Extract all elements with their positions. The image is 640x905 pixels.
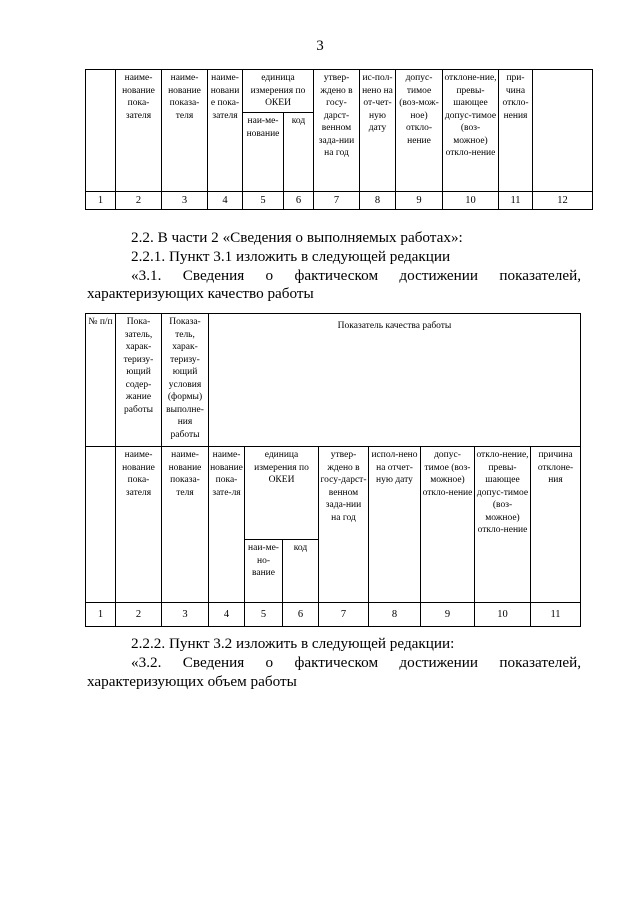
t1-header-unit: единица измерения по ОКЕИ <box>243 70 314 113</box>
t1-num-cell: 4 <box>208 192 243 210</box>
t2-num-cell: 10 <box>475 603 531 627</box>
t2-num-cell: 11 <box>531 603 581 627</box>
t2-num-cell: 8 <box>369 603 421 627</box>
t1-header-last <box>533 70 593 192</box>
t2-header-quality-group: Показатель качества работы <box>209 314 581 447</box>
t1-num-cell: 12 <box>533 192 593 210</box>
t2-header-conditions: Показа-тель, харак-теризу-ющий условия (формы) выполне-ния работы <box>162 314 209 447</box>
table-continuation <box>85 69 593 210</box>
t2-num-cell: 4 <box>209 603 245 627</box>
paragraph-2-2: 2.2. В части 2 «Сведения о выполняемых работах»: <box>131 229 463 246</box>
t2-sub-allowed: допус-тимое (воз-можное) откло-нение <box>421 447 475 603</box>
t2-num-cell: 1 <box>86 603 116 627</box>
t1-num-cell: 10 <box>443 192 499 210</box>
t2-sub-approved: утвер-ждено в госу-дарст-венном зада-нии на год <box>319 447 369 603</box>
t1-num-cell: 8 <box>360 192 396 210</box>
t1-num-cell: 7 <box>314 192 360 210</box>
t2-sub-exceeding: откло-нение, превы-шающее допус-тимое (воз-можное) откло-нение <box>475 447 531 603</box>
t2-header-number: № п/п <box>86 314 116 447</box>
t1-header-allowed: допус-тимое (воз-мож-ное) откло-нение <box>396 70 443 192</box>
t1-header-content-name: наиме-нование пока-зателя <box>116 70 162 192</box>
t2-sub-quality-name: наиме-нование пока-зате-ля <box>209 447 245 603</box>
t1-num-cell: 2 <box>116 192 162 210</box>
t1-header-indicator-name: наиме-нование пока-зателя <box>208 70 243 192</box>
t2-num-cell: 9 <box>421 603 475 627</box>
page-number: 3 <box>316 38 324 54</box>
t2-num-cell: 5 <box>245 603 283 627</box>
t1-num-cell: 1 <box>86 192 116 210</box>
t2-num-cell: 7 <box>319 603 369 627</box>
paragraph-3-1-line1: «3.1. Сведения о фактическом достижении показателей, <box>131 267 581 284</box>
t1-num-cell: 3 <box>162 192 208 210</box>
t2-num-cell: 3 <box>162 603 209 627</box>
t1-header-approved: утвер-ждено в госу-дарст-венном зада-нии на год <box>314 70 360 192</box>
paragraph-2-2-1: 2.2.1. Пункт 3.1 изложить в следующей редакции <box>131 248 451 265</box>
t2-num-cell: 6 <box>283 603 319 627</box>
paragraph-3-1-line2: характеризующих качество работы <box>87 285 314 302</box>
t2-sub-empty <box>86 447 116 603</box>
t1-unit-name: наи-ме-нование <box>243 113 284 192</box>
paragraph-2-2-2: 2.2.2. Пункт 3.2 изложить в следующей редакции: <box>131 635 455 652</box>
t2-sub-reason: причина отклоне-ния <box>531 447 581 603</box>
t1-num-cell: 6 <box>284 192 314 210</box>
t1-header-reason: при-чина откло-нения <box>499 70 533 192</box>
t1-header-content-name-2: наиме-нование показа-теля <box>162 70 208 192</box>
t2-unit-name: наи-ме-но-вание <box>245 540 283 603</box>
t2-sub-unit: единица измерения по ОКЕИ <box>245 447 319 540</box>
t1-header-empty <box>86 70 116 192</box>
t2-sub-executed: испол-нено на отчет-ную дату <box>369 447 421 603</box>
t2-sub-conditions-name: наиме-нование показа-теля <box>162 447 209 603</box>
t1-num-cell: 9 <box>396 192 443 210</box>
t1-header-executed: ис-пол-нено на от-чет-ную дату <box>360 70 396 192</box>
paragraph-3-2-line1: «3.2. Сведения о фактическом достижении показателей, <box>131 654 581 671</box>
t1-num-cell: 5 <box>243 192 284 210</box>
t2-num-cell: 2 <box>116 603 162 627</box>
table-quality-indicators <box>85 313 581 627</box>
t1-unit-code: код <box>284 113 314 192</box>
t1-header-exceeding: отклоне-ние, превы-шающее допус-тимое (воз-можное) откло-нение <box>443 70 499 192</box>
t2-header-content: Пока-затель, харак-теризу-ющий содер-жание работы <box>116 314 162 447</box>
t1-num-cell: 11 <box>499 192 533 210</box>
paragraph-3-2-line2: характеризующих объем работы <box>87 673 297 690</box>
t2-unit-code: код <box>283 540 319 603</box>
t2-sub-content-name: наиме-нование пока-зателя <box>116 447 162 603</box>
